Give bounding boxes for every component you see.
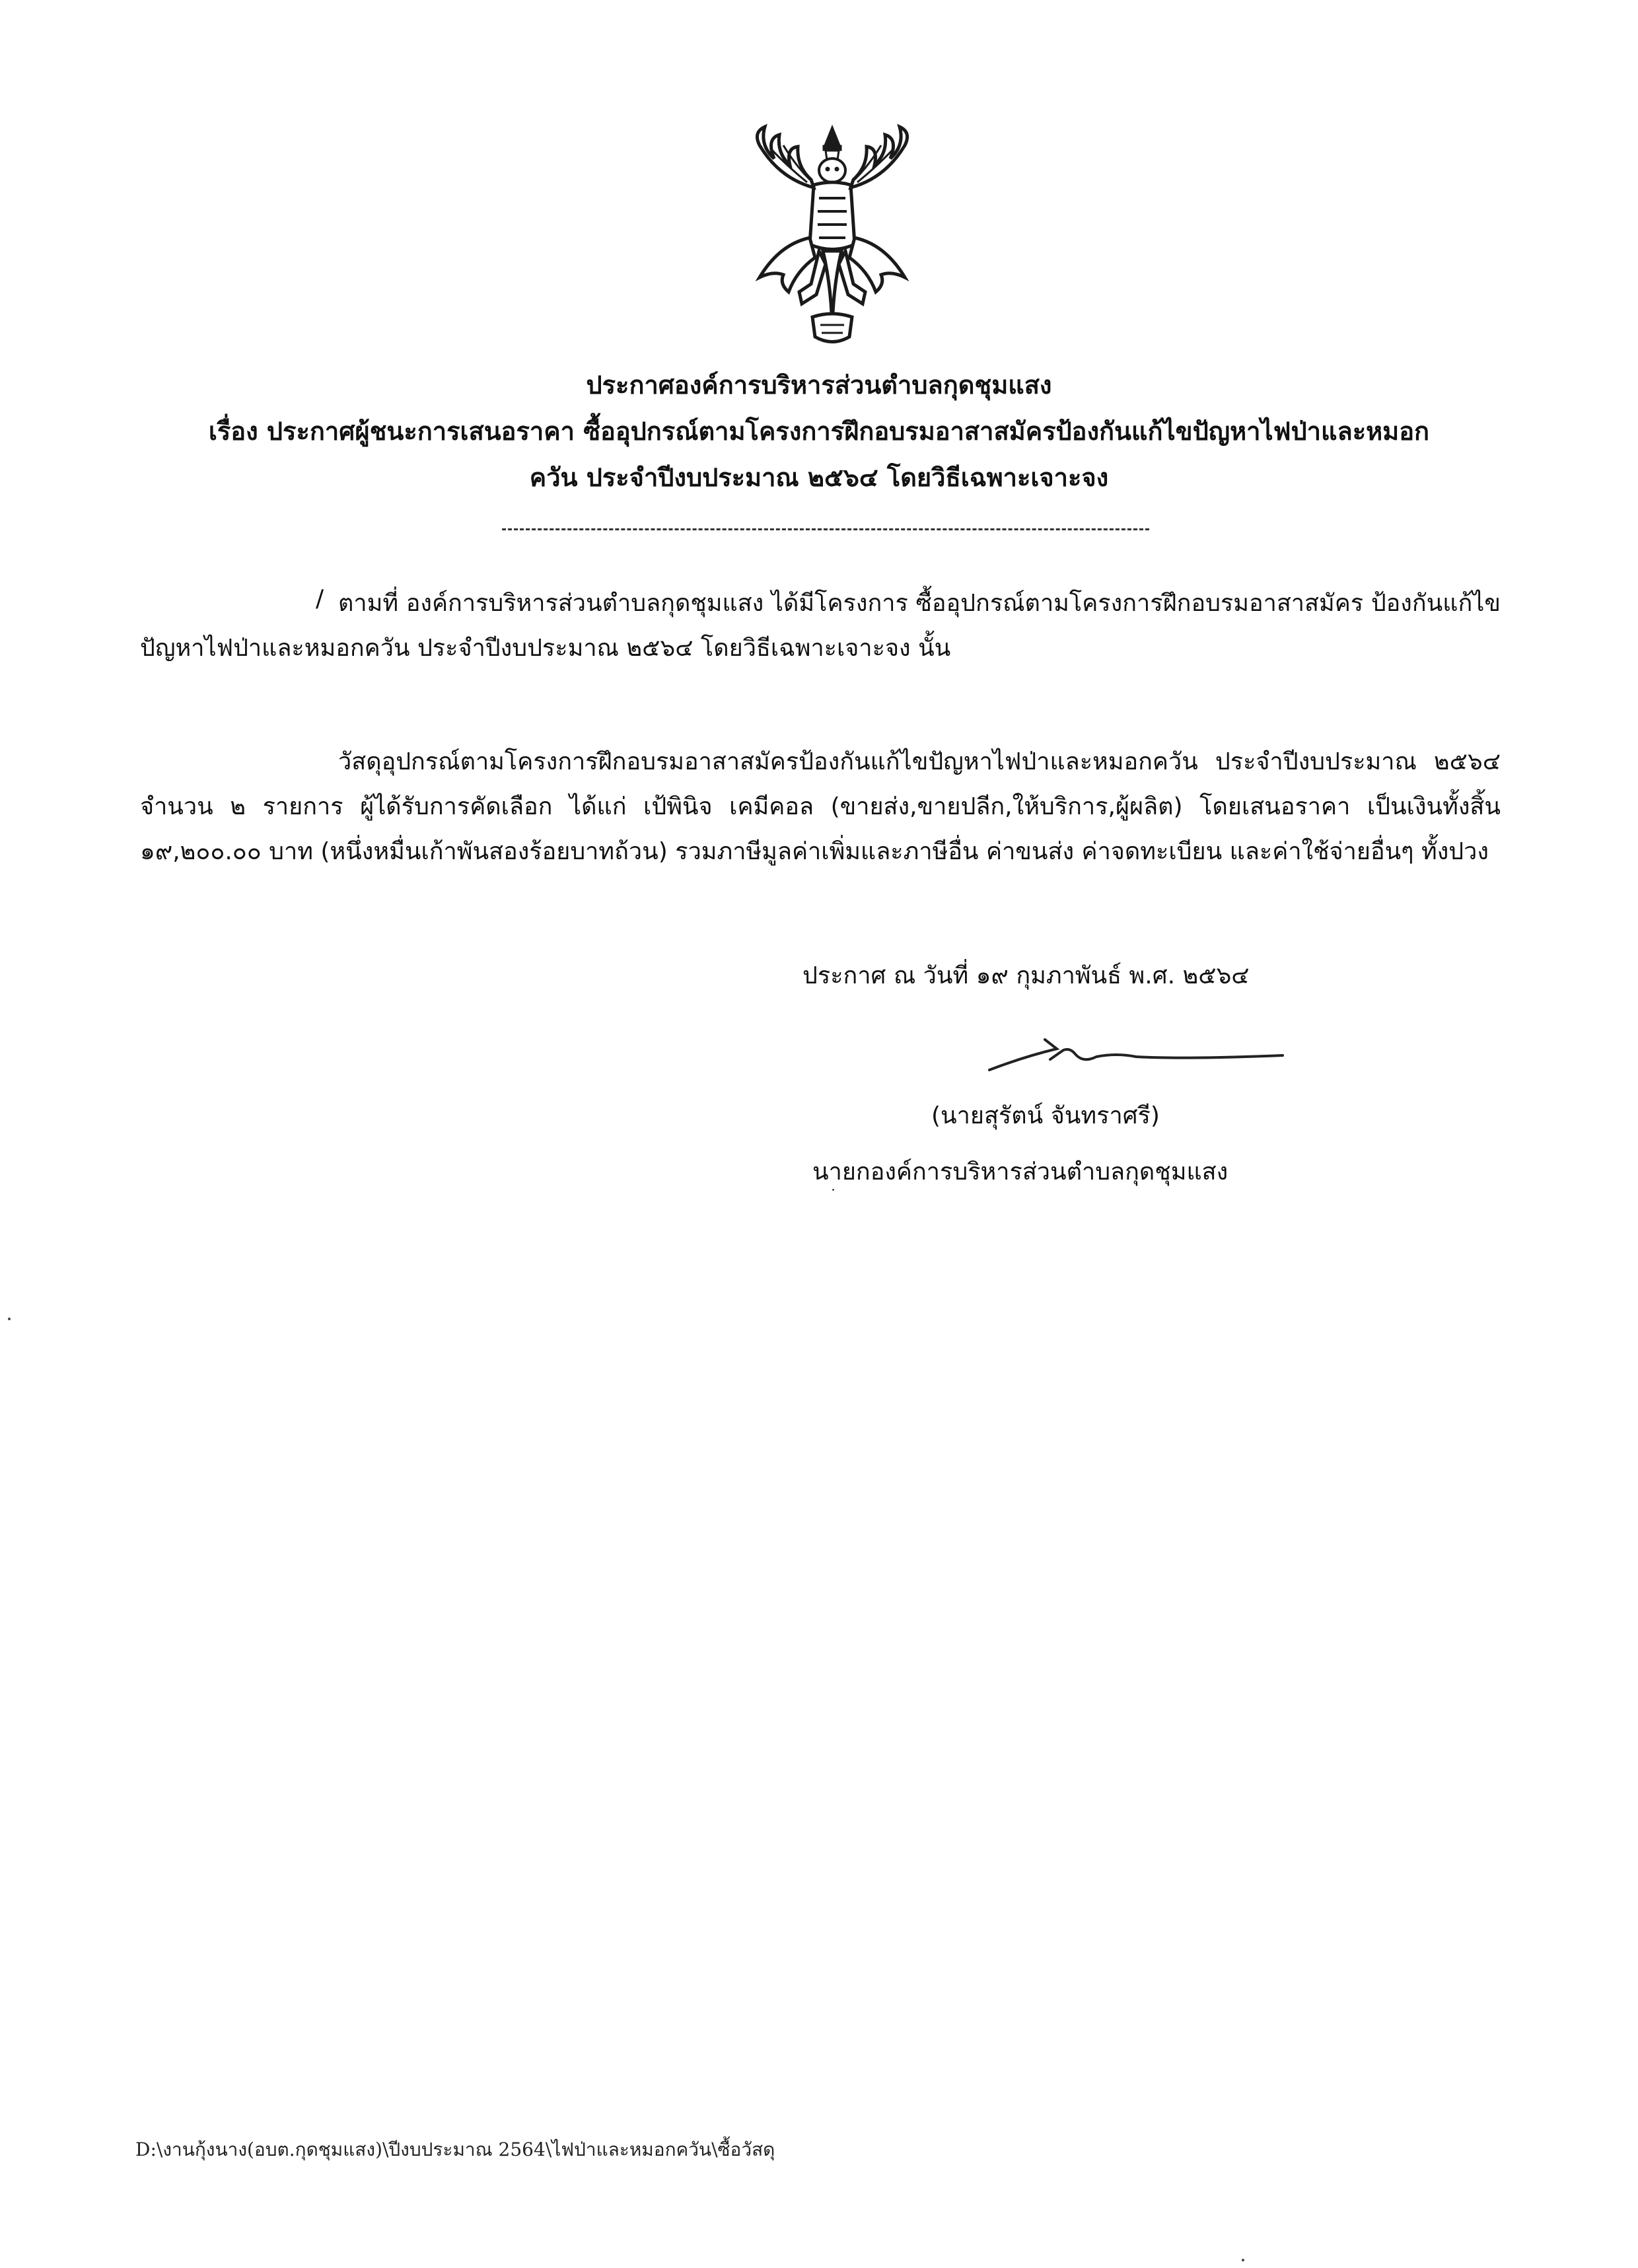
announcement-subject-line-1: เรื่อง ประกาศผู้ชนะการเสนอราคา ซื้ออุปกรณ์ตามโครงการฝึกอบรมอาสาสมัครป้องกันแก้ไขปัญหาไฟป่าและหมอก: [208, 417, 1430, 446]
announcement-date: ประกาศ ณ วันที่ ๑๙ กุมภาพันธ์ พ.ศ. ๒๕๖๔: [802, 962, 1250, 989]
scan-speck: [8, 1318, 11, 1320]
body-paragraph-1-text: ตามที่ องค์การบริหารส่วนตำบลกุดชุมแสง ได้มีโครงการ ซื้ออุปกรณ์ตามโครงการฝึกอบรมอาสาสมัคร ป้องกันแก้ไขปัญหาไฟป่าและหมอกควัน ประจำปีงบประมาณ ๒๕๖๔ โดยวิธีเฉพาะเจาะจง นั้น: [140, 590, 1501, 662]
signature-icon: [984, 1030, 1288, 1090]
signer-position: นายกองค์การบริหารส่วนตำบลกุดชุมแสง: [812, 1158, 1228, 1186]
pen-mark-icon: /: [316, 585, 324, 612]
scan-speck: [832, 1189, 834, 1191]
announcement-title: ประกาศองค์การบริหารส่วนตำบลกุดชุมแสง: [586, 371, 1052, 400]
body-paragraph-2-text: วัสดุอุปกรณ์ตามโครงการฝึกอบรมอาสาสมัครป้องกันแก้ไขปัญหาไฟป่าและหมอกควัน ประจำปีงบประมาณ ๒๕๖๔ จำนวน ๒ รายการ ผู้ได้รับการคัดเลือก ได้แก่ เป้พินิจ เคมีคอล (ขายส่ง,ขายปลีก,ให้บริการ,ผู้ผลิต) โดยเสนอราคา เป็นเงินทั้งสิ้น ๑๙,๒๐๐.๐๐ บาท (หนึ่งหมื่นเก้าพันสองร้อยบาทถ้วน) รวมภาษีมูลค่าเพิ่มและภาษีอื่น ค่าขนส่ง ค่าจดทะเบียน และค่าใช้จ่ายอื่นๆ ทั้งปวง: [140, 748, 1501, 865]
signer-name: (นายสุรัตน์ จันทราศรี): [931, 1102, 1160, 1129]
garuda-emblem-icon: [733, 119, 931, 357]
scan-speck: [1242, 2259, 1244, 2261]
body-paragraph-1: [140, 581, 1501, 671]
announcement-subject-line-2: ควัน ประจำปีงบประมาณ ๒๕๖๔ โดยวิธีเฉพาะเจาะจง: [529, 463, 1109, 492]
body-paragraph-2: [140, 740, 1501, 874]
header-divider: [502, 528, 1149, 530]
footer-file-path: D:\งานกุ้งนาง(อบต.กุดชุมแสง)\ปีงบประมาณ 2564\ไฟป่าและหมอกควัน\ซื้อวัสดุ: [135, 2139, 775, 2160]
